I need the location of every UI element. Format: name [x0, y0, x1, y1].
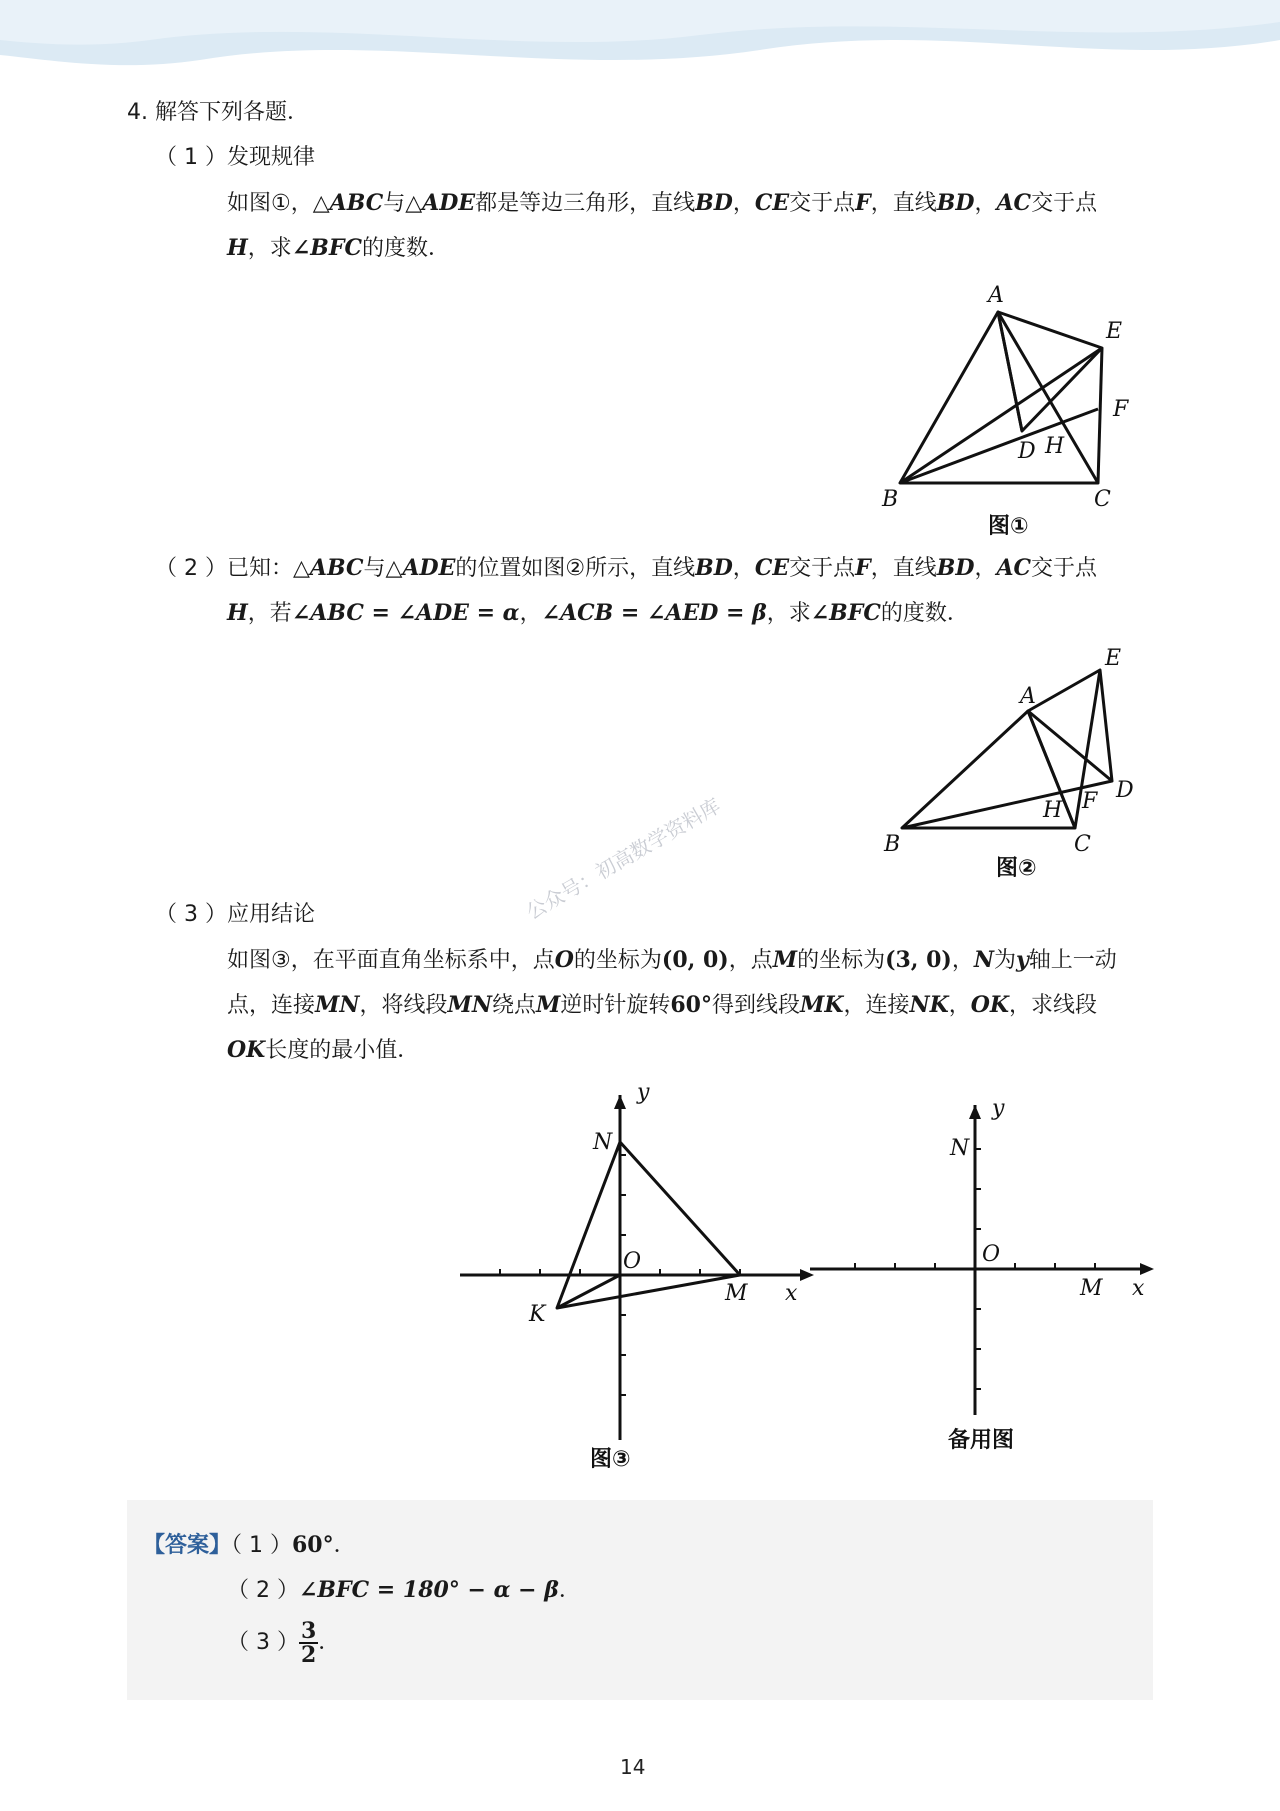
fig2-label-F: F — [1082, 789, 1098, 814]
fig1-label-F: F — [1113, 397, 1129, 422]
spare-caption: 备用图 — [948, 1428, 1015, 1453]
spare-label-y: y — [992, 1096, 1005, 1121]
fig1-caption: 图① — [988, 514, 1029, 539]
figure-3 — [455, 1085, 815, 1475]
spare-label-M: M — [1080, 1276, 1103, 1301]
figure-2 — [870, 645, 1160, 885]
watermark: 公众号：初高数学资料库 — [522, 793, 725, 925]
part1-line1: 如图①，△ABC与△ADE都是等边三角形，直线BD，CE交于点F，直线BD，AC交于点 — [227, 190, 1098, 216]
fig2-label-C: C — [1074, 832, 1091, 857]
fig2-label-D: D — [1116, 778, 1134, 803]
problem-intro-text: 解答下列各题． — [155, 100, 310, 125]
spare-x-arrow-icon — [1140, 1263, 1154, 1275]
part3-line1: 如图③，在平面直角坐标系中，点O的坐标为(0, 0)，点M的坐标为(3, 0)，N为y轴上一动 — [227, 947, 1117, 973]
part2-line1: （ 2 ）已知：△ABC与△ADE的位置如图②所示，直线BD，CE交于点F，直线BD，AC交于点 — [155, 555, 1098, 581]
fig3-label-O: O — [623, 1249, 642, 1274]
fig3-label-y: y — [637, 1085, 650, 1105]
answer-tag: 【答案】 — [143, 1533, 232, 1558]
spare-label-O: O — [982, 1242, 1001, 1267]
part3-line2: 点，连接MN，将线段MN绕点M逆时针旋转60°得到线段MK，连接NK，OK，求线段 — [227, 992, 1098, 1018]
part3-heading: （ 3 ）应用结论 — [155, 902, 315, 927]
figure-spare — [810, 1095, 1160, 1465]
fig1-label-A: A — [988, 283, 1004, 308]
fig3-label-K: K — [529, 1302, 546, 1327]
fig3-label-x: x — [785, 1281, 798, 1306]
figure-1 — [870, 278, 1160, 540]
fig3-caption: 图③ — [590, 1447, 631, 1472]
fig3-label-M: M — [725, 1281, 748, 1306]
page-number: 14 — [620, 1755, 646, 1779]
part1-heading: （ 1 ）发现规律 — [155, 145, 315, 170]
fig1-label-H: H — [1045, 434, 1065, 459]
fig3-y-arrow-icon — [614, 1095, 626, 1109]
fig3-label-N: N — [593, 1130, 613, 1155]
spare-y-arrow-icon — [969, 1105, 981, 1119]
part2-line2: H，若∠ABC = ∠ADE = α，∠ACB = ∠AED = β，求∠BFC的度数． — [227, 600, 969, 626]
answer-line3: （ 3 ） $\frac{3}{2}$ ． — [227, 1618, 341, 1668]
fig2-label-B: B — [884, 832, 901, 857]
answer-line2: （ 2 ）∠BFC = 180° − α − β． — [227, 1577, 581, 1603]
fig2-label-A: A — [1020, 684, 1036, 709]
fig2-label-H: H — [1043, 798, 1063, 823]
fig2-caption: 图② — [996, 856, 1037, 881]
fig1-label-D: D — [1018, 439, 1036, 464]
spare-label-N: N — [950, 1136, 970, 1161]
fig2-label-E: E — [1105, 646, 1122, 671]
spare-label-x: x — [1132, 1276, 1145, 1301]
header-wave-banner — [0, 0, 1280, 90]
part3-line3: OK长度的最小值． — [227, 1037, 420, 1063]
fig1-label-E: E — [1106, 319, 1123, 344]
answer-fraction: $\frac{3}{2}$ — [300, 1618, 317, 1668]
fig1-label-C: C — [1094, 487, 1111, 512]
answer-line1: 【答案】（ 1 ）60°． — [143, 1532, 356, 1558]
problem-intro — [127, 98, 309, 128]
problem-number: 4. — [127, 100, 148, 125]
fig1-label-B: B — [882, 487, 899, 512]
part1-line2: H，求∠BFC的度数． — [227, 235, 450, 261]
